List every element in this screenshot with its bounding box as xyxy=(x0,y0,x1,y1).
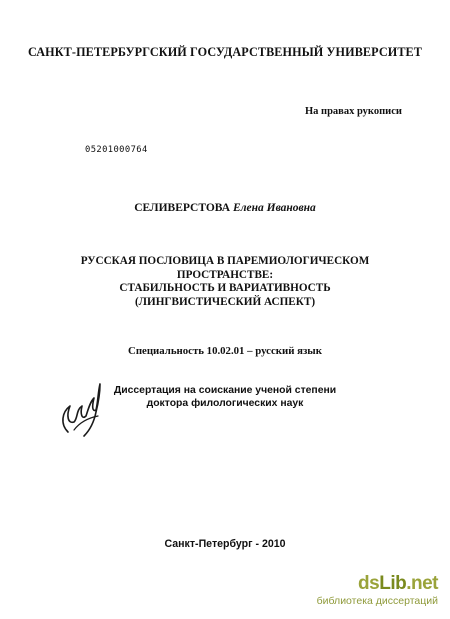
watermark-logo xyxy=(298,574,438,594)
author-line xyxy=(0,202,450,214)
watermark-logo-net: .net xyxy=(406,573,438,594)
title-line: СТАБИЛЬНОСТЬ И ВАРИАТИВНОСТЬ xyxy=(119,282,331,294)
city-year: Санкт-Петербург - 2010 xyxy=(164,538,286,550)
watermark-logo-ds: ds xyxy=(358,573,380,594)
signature-icon xyxy=(54,372,110,442)
registry-code: 05201000764 xyxy=(85,145,148,155)
rights-note: На правах рукописи xyxy=(305,106,402,117)
title-line: ПРОСТРАНСТВЕ: xyxy=(176,268,274,281)
title-line: РУССКАЯ ПОСЛОВИЦА В ПАРЕМИОЛОГИЧЕСКОМ xyxy=(80,255,370,267)
university-name: САНКТ-ПЕТЕРБУРГСКИЙ ГОСУДАРСТВЕННЫЙ УНИВЕРСИТЕТ xyxy=(27,45,423,59)
author-surname: СЕЛИВЕРСТОВА xyxy=(134,202,231,214)
watermark xyxy=(298,574,438,608)
degree-line: доктора филологических наук xyxy=(146,398,304,409)
author-given-name: Елена Ивановна xyxy=(232,202,316,214)
specialty: Специальность 10.02.01 – русский язык xyxy=(128,345,322,357)
degree-line: Диссертация на соискание ученой степени xyxy=(113,385,337,396)
dissertation-title xyxy=(0,255,450,309)
title-line: (ЛИНГВИСТИЧЕСКИЙ АСПЕКТ) xyxy=(134,295,316,308)
watermark-subtitle: библиотека диссертаций xyxy=(316,595,438,607)
watermark-logo-lib: Lib xyxy=(379,573,407,594)
